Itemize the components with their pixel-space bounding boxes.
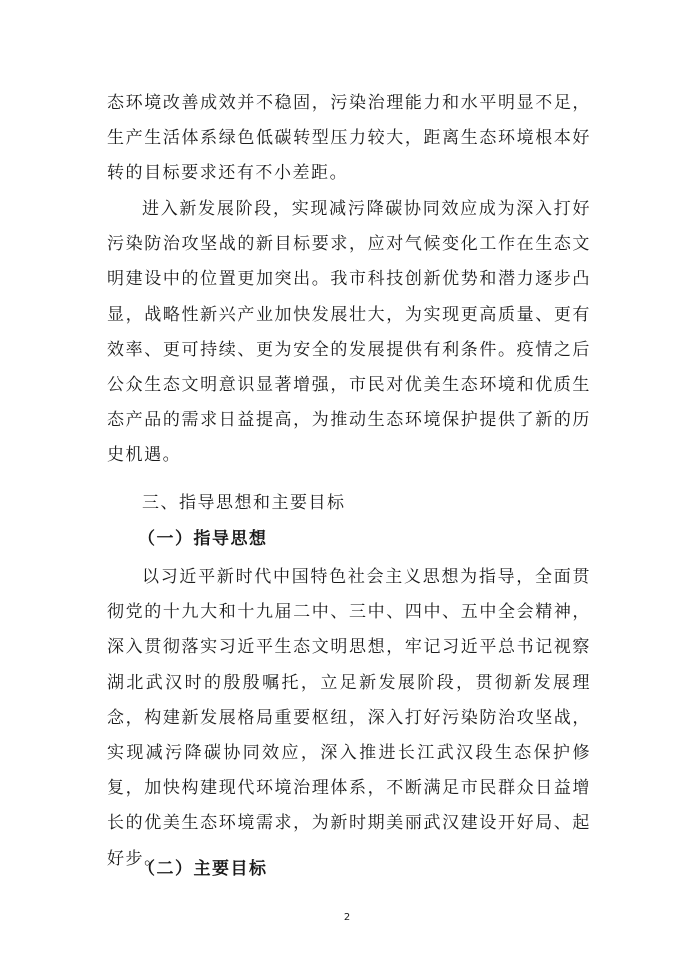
subsection-heading-guiding-ideology: （一）指导思想: [138, 529, 268, 549]
paragraph-new-development-stage: 进入新发展阶段，实现减污降碳协同效应成为深入打好污染防治攻坚战的新目标要求，应对气候变化工作在生态文明建设中的位置更加突出。我市科技创新优势和潜力逐步凸显，战略性新兴产业加快发展壮大，为实现更高质量、更有效率、更可持续、更为安全的发展提供有利条件。疫情之后公众生态文明意识显著增强，市民对优美生态环境和优质生态产品的需求日益提高，为推动生态环境保护提供了新的历史机遇。: [107, 199, 591, 466]
paragraph-continuation: 态环境改善成效并不稳固，污染治理能力和水平明显不足，生产生活体系绿色低碳转型压力较大，距离生态环境根本好转的目标要求还有不小差距。: [107, 93, 591, 184]
section-heading: 三、指导思想和主要目标: [142, 493, 346, 513]
subsection-heading-main-goals: （二）主要目标: [138, 859, 268, 879]
paragraph-guiding-ideology: 以习近平新时代中国特色社会主义思想为指导，全面贯彻党的十九大和十九届二中、三中、四中、五中全会精神，深入贯彻落实习近平生态文明思想，牢记习近平总书记视察湖北武汉时的殷殷嘱托，立足新发展阶段，贯彻新发展理念，构建新发展格局重要枢纽，深入打好污染防治攻坚战，实现减污降碳协同效应，深入推进长江武汉段生态保护修复，加快构建现代环境治理体系，不断满足市民群众日益增长的优美生态环境需求，为新时期美丽武汉建设开好局、起好步。: [107, 567, 591, 869]
page-number: 2: [343, 912, 351, 923]
